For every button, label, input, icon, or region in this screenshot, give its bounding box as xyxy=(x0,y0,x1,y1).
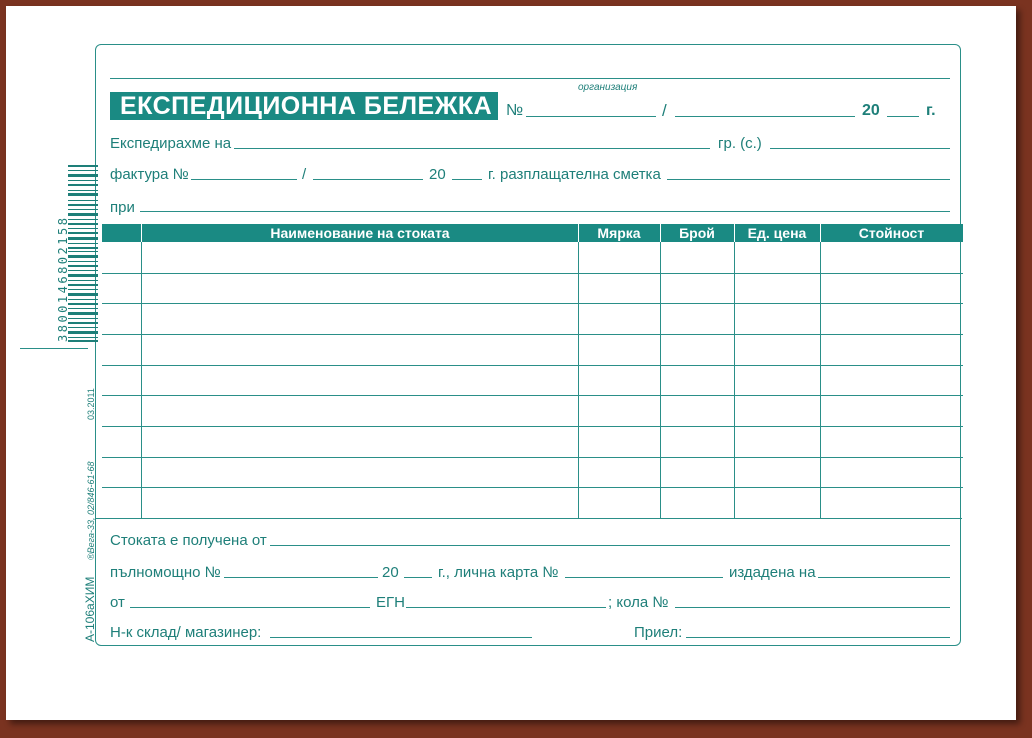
footer-divider xyxy=(96,518,962,519)
received-from-field[interactable] xyxy=(270,545,950,546)
invoice-year-prefix: 20 xyxy=(429,166,446,183)
from-label: от xyxy=(110,594,125,611)
invoice-label: фактура № xyxy=(110,166,189,183)
city-field[interactable] xyxy=(770,148,950,149)
page-title: ЕКСПЕДИЦИОННА БЕЛЕЖКА xyxy=(110,92,498,120)
egn-label: ЕГН xyxy=(376,594,405,611)
table-row-divider xyxy=(102,365,963,366)
egn-field[interactable] xyxy=(406,607,606,608)
received-from-label: Стоката е получена от xyxy=(110,532,267,549)
invoice-year-field[interactable] xyxy=(452,179,482,180)
invoice-slash: / xyxy=(302,166,307,183)
shipped-to-label: Експедирахме на xyxy=(110,135,232,152)
shipped-to-field[interactable] xyxy=(234,148,710,149)
car-label: ; кола № xyxy=(608,594,669,611)
organization-line[interactable] xyxy=(110,78,950,79)
publisher-info: ®Вега-33, 02/846-61-68 xyxy=(86,461,96,560)
table-row-divider xyxy=(102,457,963,458)
proxy-field[interactable] xyxy=(224,577,378,578)
table-row-divider xyxy=(102,334,963,335)
year-suffix: г. xyxy=(926,102,936,119)
proxy-year-field[interactable] xyxy=(404,577,432,578)
at-field[interactable] xyxy=(140,211,950,212)
at-label: при xyxy=(110,199,135,216)
table-column-divider xyxy=(578,242,579,518)
slash-label: / xyxy=(662,101,667,120)
accepted-field[interactable] xyxy=(686,637,950,638)
car-field[interactable] xyxy=(675,607,950,608)
id-card-label: г., лична карта № xyxy=(438,564,559,581)
barcode-digits: 3800146802158 xyxy=(56,215,70,342)
table-header xyxy=(102,224,963,242)
header-column-divider xyxy=(734,224,735,242)
organization-label: организация xyxy=(578,82,638,93)
form-code: А-106аХИМ xyxy=(83,576,97,642)
header-column-divider xyxy=(660,224,661,242)
number-label: № xyxy=(506,102,524,119)
date-field[interactable] xyxy=(675,116,855,117)
column-header-name: Наименование на стоката xyxy=(270,225,450,241)
storekeeper-label: Н-к склад/ магазинер: xyxy=(110,624,262,641)
year-prefix: 20 xyxy=(862,102,880,119)
proxy-label: пълномощно № xyxy=(110,564,221,581)
table-row-divider xyxy=(102,426,963,427)
table-row-divider xyxy=(102,303,963,304)
city-label: гр. (с.) xyxy=(718,135,762,152)
barcode-underline xyxy=(20,348,88,349)
storekeeper-field[interactable] xyxy=(270,637,532,638)
year-field[interactable] xyxy=(887,116,919,117)
id-card-field[interactable] xyxy=(565,577,723,578)
table-column-divider xyxy=(734,242,735,518)
bank-account-field[interactable] xyxy=(667,179,950,180)
table-column-divider xyxy=(660,242,661,518)
table-column-divider xyxy=(820,242,821,518)
table-row-divider xyxy=(102,395,963,396)
form-date: 03.2011 xyxy=(86,388,96,420)
column-header-unit: Мярка xyxy=(597,225,641,241)
proxy-year-prefix: 20 xyxy=(382,564,399,581)
table-column-divider xyxy=(141,242,142,518)
bank-account-label: г. разплащателна сметка xyxy=(488,166,661,183)
accepted-label: Приел: xyxy=(634,624,683,641)
from-field[interactable] xyxy=(130,607,370,608)
header-column-divider xyxy=(578,224,579,242)
column-header-value: Стойност xyxy=(858,225,925,241)
column-header-unit-price: Ед. цена xyxy=(747,225,807,241)
table-row-divider xyxy=(102,487,963,488)
table-row-divider xyxy=(102,273,963,274)
header-column-divider xyxy=(820,224,821,242)
header-column-divider xyxy=(141,224,142,242)
column-header-quantity: Брой xyxy=(679,225,715,241)
invoice-number-field[interactable] xyxy=(191,179,297,180)
issued-by-label: издадена на xyxy=(729,564,816,581)
number-field[interactable] xyxy=(526,116,656,117)
invoice-date-field[interactable] xyxy=(313,179,423,180)
issued-by-field[interactable] xyxy=(818,577,950,578)
